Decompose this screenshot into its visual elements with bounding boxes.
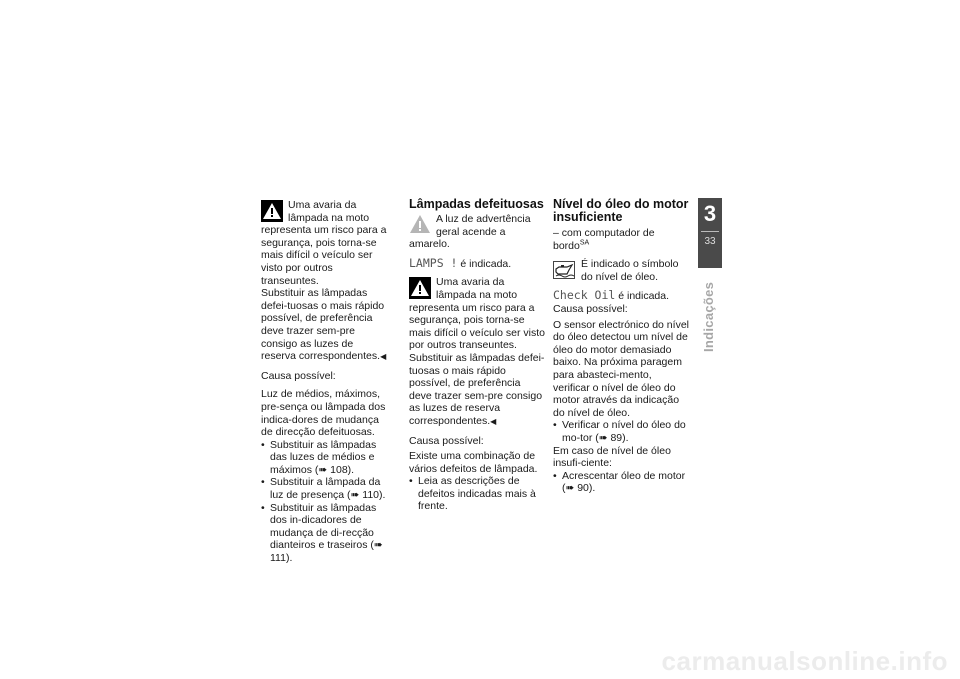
list-item: • Acrescentar óleo de motor (➠ 90). [553, 470, 689, 495]
cause-text: O sensor electrónico do nível do óleo detectou um nível de óleo do motor demasiado baixo. Na próxima paragem para abasteci-mento, verificar o nível de óleo do motor através da indicação do nível de óleo. [553, 318, 689, 419]
page-number: 33 [704, 236, 716, 247]
indicator-text: A luz de advertência geral acende a amarelo. [409, 213, 531, 251]
end-mark: ◀ [380, 352, 387, 362]
display-code: Check Oil [553, 288, 616, 303]
indicator-text: É indicado o símbolo do nível de óleo. [581, 258, 679, 283]
chapter-tab [698, 198, 722, 268]
warning-block [261, 199, 391, 364]
list-item: • Verificar o nível do óleo do mo-tor (➠ 89). [553, 419, 689, 444]
warning-text-2: Substituir as lâmpadas defei-tuosas o mais rápido possível, de preferência deve trazer sem-pre consigo as luzes de reserva correspondentes.◀ [409, 351, 545, 427]
indicator-block [409, 213, 545, 251]
warning-triangle-icon [409, 277, 431, 299]
section-heading: Nível do óleo do motor insuficiente [553, 197, 689, 224]
cause-text: Luz de médios, máximos, pre-sença ou lâmpada dos indica-dores de mudança de direcção defeituosas. [261, 388, 386, 439]
warning-text: Uma avaria da lâmpada na moto representa um risco para a segurança, pois torna-se mais difícil o veículo ser visto por outros transeuntes. [409, 276, 545, 352]
list-item: • Leia as descrições de defeitos indicadas mais à frente. [409, 475, 545, 513]
bullet-list [409, 475, 545, 513]
cause-text: Existe uma combinação de vários defeitos de lâmpada. [409, 450, 538, 475]
condition-text: – com computador de bordo$^{SA}$ [553, 227, 655, 252]
bullet-list [553, 419, 689, 444]
warning-text: Uma avaria da lâmpada na moto representa um risco para a segurança, pois torna-se mais difícil o veículo ser visto por outros transeuntes. [261, 199, 387, 287]
insufficient-text: Em caso de nível de óleo insufi-ciente: [553, 444, 671, 470]
display-line: Check Oil é indicada. [553, 288, 670, 303]
oil-can-icon [553, 261, 575, 279]
option-superscript: SA [579, 239, 590, 247]
warning-triangle-icon [261, 200, 283, 222]
column-1 [261, 199, 391, 565]
column-2 [409, 198, 545, 513]
section-heading: Lâmpadas defeituosas [409, 197, 544, 211]
bullet-list [553, 470, 689, 495]
list-item: • Substituir as lâmpadas dos in-dicadores de mudança de di-recção dianteiros e traseiros (➠ 111). [261, 502, 391, 565]
indicator-block [553, 258, 689, 283]
list-item: • Substituir as lâmpadas das luzes de médios e máximos (➠ 108). [261, 439, 391, 477]
chapter-number: 3 [703, 201, 717, 226]
warning-block [409, 276, 545, 428]
list-item: • Substituir a lâmpada da luz de presença (➠ 110). [261, 476, 391, 501]
cause-label: Causa possível: [553, 302, 628, 315]
display-code: LAMPS ! [409, 255, 458, 270]
bullet-list [261, 439, 391, 565]
warning-text-2: Substituir as lâmpadas defei-tuosas o mais rápido possível, de preferência deve trazer sem-pre consigo as luzes de reserva correspondentes.◀ [261, 287, 387, 363]
display-line: LAMPS ! é indicada. [409, 255, 512, 270]
watermark: carmanualsonline.info [661, 646, 948, 676]
section-label: Indicações [701, 281, 716, 352]
chapter-divider [701, 231, 719, 232]
end-mark: ◀ [490, 416, 497, 426]
cause-label: Causa possível: [409, 434, 484, 447]
cause-label: Causa possível: [261, 369, 336, 382]
general-warning-light-icon [409, 213, 431, 235]
column-3 [553, 198, 689, 495]
